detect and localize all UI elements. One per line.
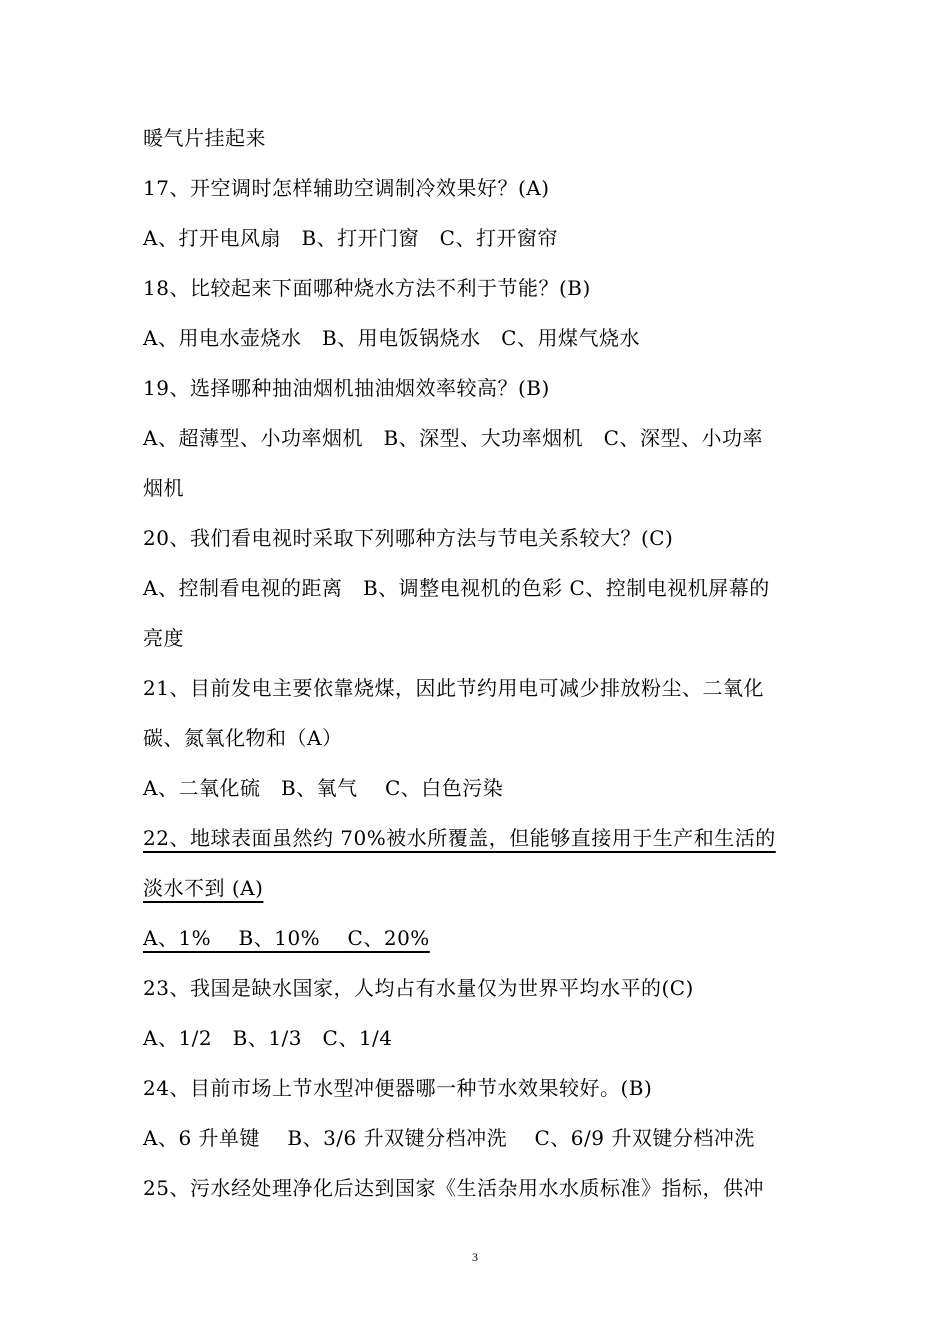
options-17: A、打开电风扇 B、打开门窗 C、打开窗帘 bbox=[143, 226, 558, 250]
question-21-continued: 碳、氮氧化物和（A） bbox=[143, 726, 343, 750]
options-23: A、1/2 B、1/3 C、1/4 bbox=[143, 1026, 393, 1050]
question-25: 25、污水经处理净化后达到国家《生活杂用水水质标准》指标，供冲 bbox=[143, 1176, 764, 1200]
options-20-continued: 亮度 bbox=[143, 626, 184, 650]
question-21: 21、目前发电主要依靠烧煤，因此节约用电可减少排放粉尘、二氧化 bbox=[143, 676, 764, 700]
question-19: 19、选择哪种抽油烟机抽油烟效率较高？(B) bbox=[143, 376, 550, 400]
question-24: 24、目前市场上节水型冲便器哪一种节水效果较好。(B) bbox=[143, 1076, 653, 1100]
underlined-text: 22、地球表面虽然约 70%被水所覆盖，但能够直接用于生产和生活的 bbox=[143, 826, 776, 850]
question-23: 23、我国是缺水国家，人均占有水量仅为世界平均水平的(C) bbox=[143, 976, 694, 1000]
question-22 bbox=[143, 813, 823, 863]
question-20: 20、我们看电视时采取下列哪种方法与节电关系较大？(C) bbox=[143, 526, 674, 550]
underlined-text: 淡水不到 (A) bbox=[143, 876, 264, 900]
question-17: 17、开空调时怎样辅助空调制冷效果好？(A) bbox=[143, 176, 550, 200]
page-number: 3 bbox=[472, 1250, 478, 1264]
underlined-text: A、1% B、10% C、20% bbox=[143, 926, 430, 950]
text-line: 暖气片挂起来 bbox=[143, 126, 266, 150]
options-24: A、6 升单键 B、3/6 升双键分档冲洗 C、6/9 升双键分档冲洗 bbox=[143, 1126, 755, 1150]
document-body bbox=[143, 113, 823, 1213]
options-22 bbox=[143, 913, 823, 963]
options-21: A、二氧化硫 B、氧气 C、白色污染 bbox=[143, 776, 504, 800]
question-18: 18、比较起来下面哪种烧水方法不利于节能？(B) bbox=[143, 276, 591, 300]
question-22-continued bbox=[143, 863, 823, 913]
options-20: A、控制看电视的距离 B、调整电视机的色彩 C、控制电视机屏幕的 bbox=[143, 576, 770, 600]
options-19: A、超薄型、小功率烟机 B、深型、大功率烟机 C、深型、小功率 bbox=[143, 426, 763, 450]
options-18: A、用电水壶烧水 B、用电饭锅烧水 C、用煤气烧水 bbox=[143, 326, 640, 350]
options-19-continued: 烟机 bbox=[143, 476, 184, 500]
